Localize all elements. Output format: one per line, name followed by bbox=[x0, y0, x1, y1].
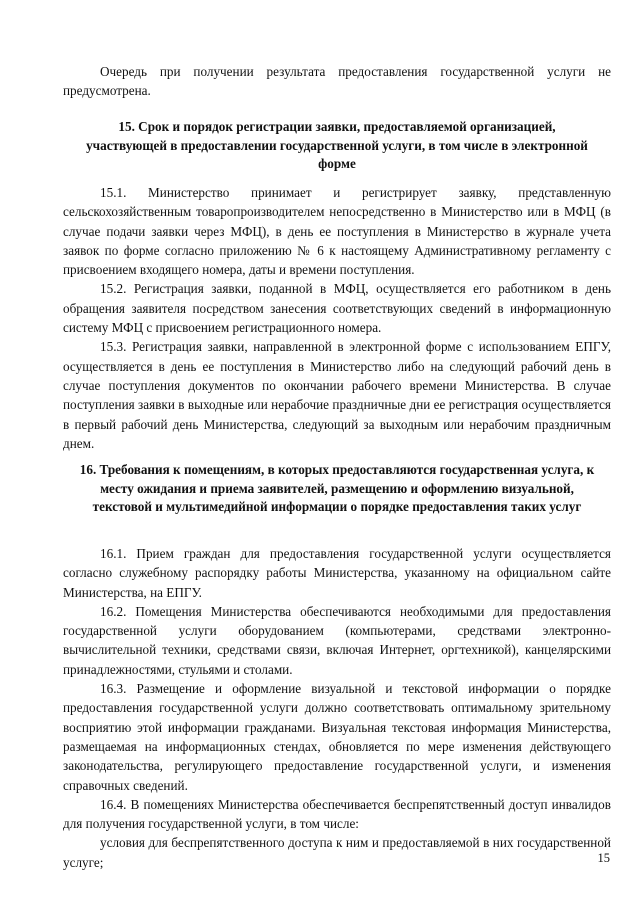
intro-block bbox=[63, 62, 611, 101]
paragraph-16-2: 16.2. Помещения Министерства обеспечиваются необходимыми для предоставления государственной услуги оборудованием (компьютерами, средствами электронно-вычислительной техники, средствами связи, включая Интернет, оргтехникой), канцелярскими принадлежностями, стульями и столами. bbox=[63, 603, 611, 677]
paragraph-16-1: 16.1. Прием граждан для предоставления государственной услуги осуществляется согласно служебному распорядку работы Министерства, указанному на официальном сайте Министерства, на ЕПГУ. bbox=[63, 546, 611, 600]
section-15-body bbox=[63, 183, 611, 453]
intro-paragraph: Очередь при получении результата предоставления государственной услуги не предусмотрена. bbox=[63, 64, 611, 99]
section-16-heading-block bbox=[70, 461, 604, 517]
section-15-heading-block bbox=[78, 118, 596, 174]
paragraph-16-4: 16.4. В помещениях Министерства обеспечивается беспрепятственный доступ инвалидов для получения государственной услуги, в том числе: bbox=[63, 796, 611, 832]
paragraph-16-3: 16.3. Размещение и оформление визуальной и текстовой информации о порядке предоставления государственной услуги должно соответствовать оптимальному зрительному восприятию этой информации гражданами. Визуальная текстовая информация Министерства, размещаемая на информационных стендах, обновляется по мере изменения действующего законодательства, регулирующего предоставление государственной услуги, и изменения справочных сведений. bbox=[63, 681, 611, 793]
page-number: 15 bbox=[597, 851, 610, 865]
section-15-heading: 15. Срок и порядок регистрации заявки, предоставляемой организацией, участвующей в предоставлении государственной услуги, в том числе в электронной форме bbox=[86, 119, 588, 171]
section-16-body bbox=[63, 544, 611, 872]
paragraph-15-2: 15.2. Регистрация заявки, поданной в МФЦ, осуществляется его работником в день обращения заявителя посредством занесения соответствующих сведений в информационную систему МФЦ с присвоением регистрационного номера. bbox=[63, 281, 611, 336]
paragraph-15-1: 15.1. Министерство принимает и регистрирует заявку, представленную сельскохозяйственным товаропроизводителем непосредственно в Министерство или в МФЦ (в случае подачи заявки через МФЦ), в день ее поступления в Министерство в журнале учета заявок по форме согласно приложению № 6 к настоящему Административному регламенту с присвоением входящего номера, даты и времени поступления. bbox=[63, 185, 611, 278]
section-16-heading: 16. Требования к помещениям, в которых предоставляются государственная услуга, к месту ожидания и приема заявителей, размещению и оформлению визуальной, текстовой и мультимедийной информации о порядке предоставления таких услуг bbox=[79, 462, 595, 514]
paragraph-15-3: 15.3. Регистрация заявки, направленной в электронной форме с использованием ЕПГУ, осуществляется в день ее поступления в Министерство либо на следующий рабочий день в случае поступления документов по окончании рабочего времени Министерства. В случае поступления заявки в выходные или нерабочие праздничные дни ее регистрация осуществляется в первый рабочий день Министерства, следующий за выходным или нерабочим праздничным днем. bbox=[63, 339, 611, 451]
paragraph-16-5: условия для беспрепятственного доступа к ним и предоставляемой в них государственной услуге; bbox=[63, 835, 611, 870]
